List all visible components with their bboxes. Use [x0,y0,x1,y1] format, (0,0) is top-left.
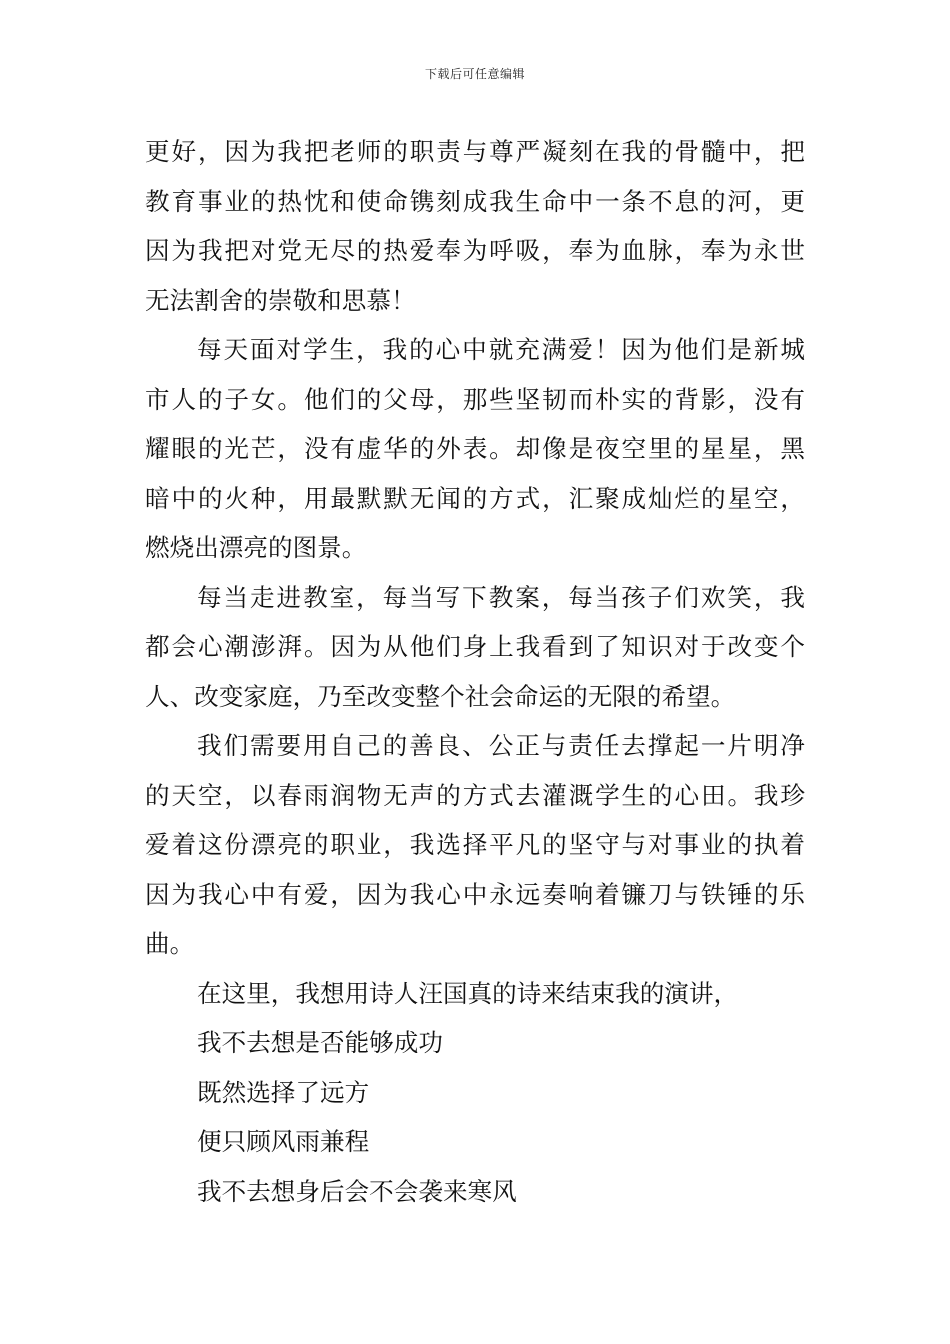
page-header-note: 下载后可任意编辑 [424,67,525,81]
text-line: 每天面对学生，我的心中就充满爱！因为他们是新城 [197,335,805,364]
text-line: 市人的子女。他们的父母，那些坚韧而朴实的背影，没有 [145,384,805,414]
paragraph [145,969,805,1019]
document-body [145,127,805,1216]
text-line: 无法割舍的崇敬和思慕！ [145,285,416,315]
text-line: 便只顾风雨兼程 [197,1127,370,1156]
text-line: 暗中的火种，用最默默无闻的方式，汇聚成灿烂的星空， [145,483,805,513]
text-line: 耀眼的光芒，没有虚华的外表。却像是夜空里的星星，黑 [145,434,805,463]
text-line: 都会心潮澎湃。因为从他们身上我看到了知识对于改变个 [145,632,805,661]
paragraph [145,1018,805,1068]
text-line: 教育事业的热忱和使命镌刻成我生命中一条不息的河，更 [145,186,805,216]
text-line: 更好，因为我把老师的职责与尊严凝刻在我的骨髓中，把 [145,137,805,166]
text-line: 既然选择了远方 [197,1077,370,1107]
text-line: 因为我心中有爱，因为我心中永远奏响着镰刀与铁锤的乐 [145,879,805,909]
text-line: 每当走进教室，每当写下教案，每当孩子们欢笑，我 [197,582,805,612]
paragraph [145,573,805,722]
text-line: 我不去想是否能够成功 [197,1028,443,1057]
text-line: 我不去想身后会不会袭来寒风 [197,1176,517,1206]
text-line: 爱着这份漂亮的职业，我选择平凡的坚守与对事业的执着 [145,830,805,859]
text-line: 因为我把对党无尽的热爱奉为呼吸，奉为血脉，奉为永世 [145,236,805,265]
text-line: 人、改变家庭，乃至改变整个社会命运的无限的希望。 [145,681,736,711]
paragraph [145,1068,805,1118]
text-line: 在这里，我想用诗人汪国真的诗来结束我的演讲， [197,978,739,1008]
paragraph [145,325,805,573]
paragraph [145,1167,805,1217]
paragraph [145,1117,805,1167]
text-line: 我们需要用自己的善良、公正与责任去撑起一片明净 [197,731,805,760]
text-line: 燃烧出漂亮的图景。 [145,533,367,562]
paragraph [145,721,805,969]
text-line: 的天空，以春雨润物无声的方式去灌溉学生的心田。我珍 [145,780,805,810]
text-line: 曲。 [145,929,195,958]
paragraph [145,127,805,325]
